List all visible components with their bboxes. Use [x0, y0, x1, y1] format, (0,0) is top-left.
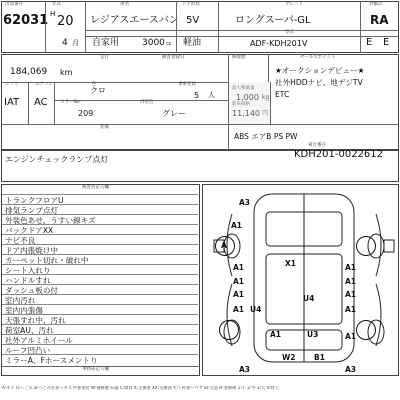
rear-left-tire [219, 320, 239, 340]
type-value: ADF-KDH201V [250, 39, 308, 48]
interior-label: 内装色 [140, 100, 154, 105]
lot-label: 出品番号 [5, 2, 23, 7]
front-right-tire [356, 236, 376, 256]
color-label: 色 [92, 82, 97, 87]
inspector-title: 検査員記入欄 [82, 185, 109, 190]
inspector-note: 荷室AU、汚れ [5, 326, 54, 335]
footer-box-label: 事務局記入欄 [82, 367, 109, 372]
price-value: 11,140 [232, 109, 260, 118]
year-value: 20 [57, 14, 74, 29]
era-initial: H [50, 10, 56, 18]
damage-mark: A1 [233, 290, 245, 299]
inspector-note: カーペット切れ・破れ中 [5, 256, 89, 265]
footer-legend: A:キズ U:へこみ B:へこみを伴うキズ P:要塗装 W:補修歴 S:錆 C:腐食 X:交換要 XX:交換済 Y:穴 R:要リペア EI:欠品 H:要修理 1:小 2:中 3:大 4:特大 [2, 386, 279, 390]
damage-mark: A1 [345, 263, 357, 272]
rear-right-tire [356, 320, 376, 340]
mileage-value: 184,069 [10, 67, 48, 77]
inspector-note: ハンドルすれ [5, 276, 51, 285]
history-label: 修復歴 [232, 55, 246, 60]
damage-mark: A3 [239, 198, 251, 207]
capacity-unit: 人 [208, 91, 215, 99]
load-label: 最大積載量 [232, 86, 255, 91]
damage-mark: A1 [345, 290, 357, 299]
inspector-note: ドア内張焼け中 [5, 246, 58, 255]
type-label: 型式 [285, 30, 294, 35]
shift-label: シフト [5, 82, 19, 87]
damage-mark: U3 [307, 330, 319, 339]
damage-mark: A1 [231, 221, 243, 230]
sales-point-2: 社外HDDナビ、地デジTV [275, 78, 363, 87]
mileage-unit: km [60, 68, 73, 77]
interior-value: グレー [162, 109, 186, 118]
lot-number: 62031 [3, 13, 49, 28]
year-label: 年式 [52, 2, 61, 7]
eval-label: 評価点 [369, 2, 383, 7]
damage-mark: U4 [303, 294, 315, 303]
inspector-note: バックドアXX [5, 226, 54, 235]
equipment-label: 装備 [100, 125, 109, 130]
load-value: 1,000 [236, 93, 259, 102]
interior-eval: E [366, 37, 373, 48]
damage-mark: B1 [314, 353, 325, 362]
displacement-value: 3000 [142, 38, 165, 48]
doors-label: ドア形状 [182, 2, 200, 7]
notes-title: エンジンチェックランプ点灯 [5, 155, 109, 164]
inspector-note: 外装色あせ、うすい線キズ [5, 216, 96, 225]
price-unit: 円 [262, 110, 269, 117]
mileage-label: 走行 [100, 55, 109, 60]
inspector-note: 社外アルミホイール [5, 336, 73, 345]
inspector-note: 室内内張傷 [5, 306, 43, 315]
inspector-note: 排気ランプ点灯 [5, 206, 59, 215]
fuel-value: 軽油 [183, 38, 202, 48]
inspector-note: トランクフロアU [5, 196, 64, 205]
sales-point-3: ETC [275, 90, 290, 99]
damage-mark: A1 [233, 305, 245, 314]
damage-mark: A1 [233, 277, 245, 286]
eval-value: RA [370, 13, 389, 27]
damage-mark: W2 [282, 353, 296, 362]
equipment-value: ABS エアB PS PW [234, 132, 298, 141]
damage-mark: A1 [233, 263, 245, 272]
doors-value: 5V [186, 15, 200, 26]
inspection-label: 検査登録日 [162, 55, 185, 60]
chassis-label: 車台番号 [308, 143, 326, 148]
damage-mark: A1 [345, 305, 357, 314]
sales-point-label: セールスポイント [300, 55, 336, 60]
damage-mark: A3 [239, 365, 251, 374]
inspector-note: ナビ不良 [5, 236, 36, 245]
color-value: クロ [90, 86, 106, 95]
inspector-note: 天張すれ中、汚れ [5, 316, 66, 325]
inspector-note: ダッシュ板の付 [5, 286, 59, 295]
damage-mark: A1 [345, 277, 357, 286]
damage-mark: A1 [270, 330, 282, 339]
damage-mark: A1 [345, 332, 357, 341]
grade-label: グレード [285, 2, 303, 7]
month-value: 4 [62, 38, 68, 48]
damage-mark: A [221, 241, 227, 250]
inspector-note: 室内汚れ [5, 296, 36, 305]
grade-value: ロングスーパ-GL [235, 15, 311, 26]
capacity-value: 5 [194, 91, 200, 100]
ac-value: AC [34, 97, 48, 108]
exterior-eval: E [383, 37, 390, 48]
shift-value: IAT [4, 97, 20, 108]
use-value: 自家用 [92, 38, 120, 48]
model-name: レジアスエースバン [90, 15, 179, 26]
capacity-label: 乗車定員 [178, 82, 196, 87]
ac-label: エアコン [35, 82, 53, 87]
inspector-note: シート入れり [5, 266, 51, 275]
damage-mark: A3 [345, 365, 357, 374]
displacement-unit: cc [166, 41, 172, 47]
color-no-label: カラーNo. [60, 100, 81, 105]
damage-mark: X1 [285, 259, 297, 268]
damage-mark: U4 [250, 305, 262, 314]
inspector-note: ルーフ凹凸い [5, 346, 51, 355]
inspector-note: ミラーA、Fホースメントり [5, 356, 98, 365]
load-unit: kg [262, 94, 270, 101]
month-unit: 月 [72, 39, 79, 47]
sales-point-1: ★オークションデビュー★ [275, 66, 365, 75]
color-no-value: 209 [78, 109, 94, 118]
price-label: 新車価格 [232, 102, 250, 107]
model-label: 車名 [120, 2, 129, 7]
car-diagram [202, 184, 399, 376]
chassis-value: KDH201-0022612 [294, 149, 384, 160]
